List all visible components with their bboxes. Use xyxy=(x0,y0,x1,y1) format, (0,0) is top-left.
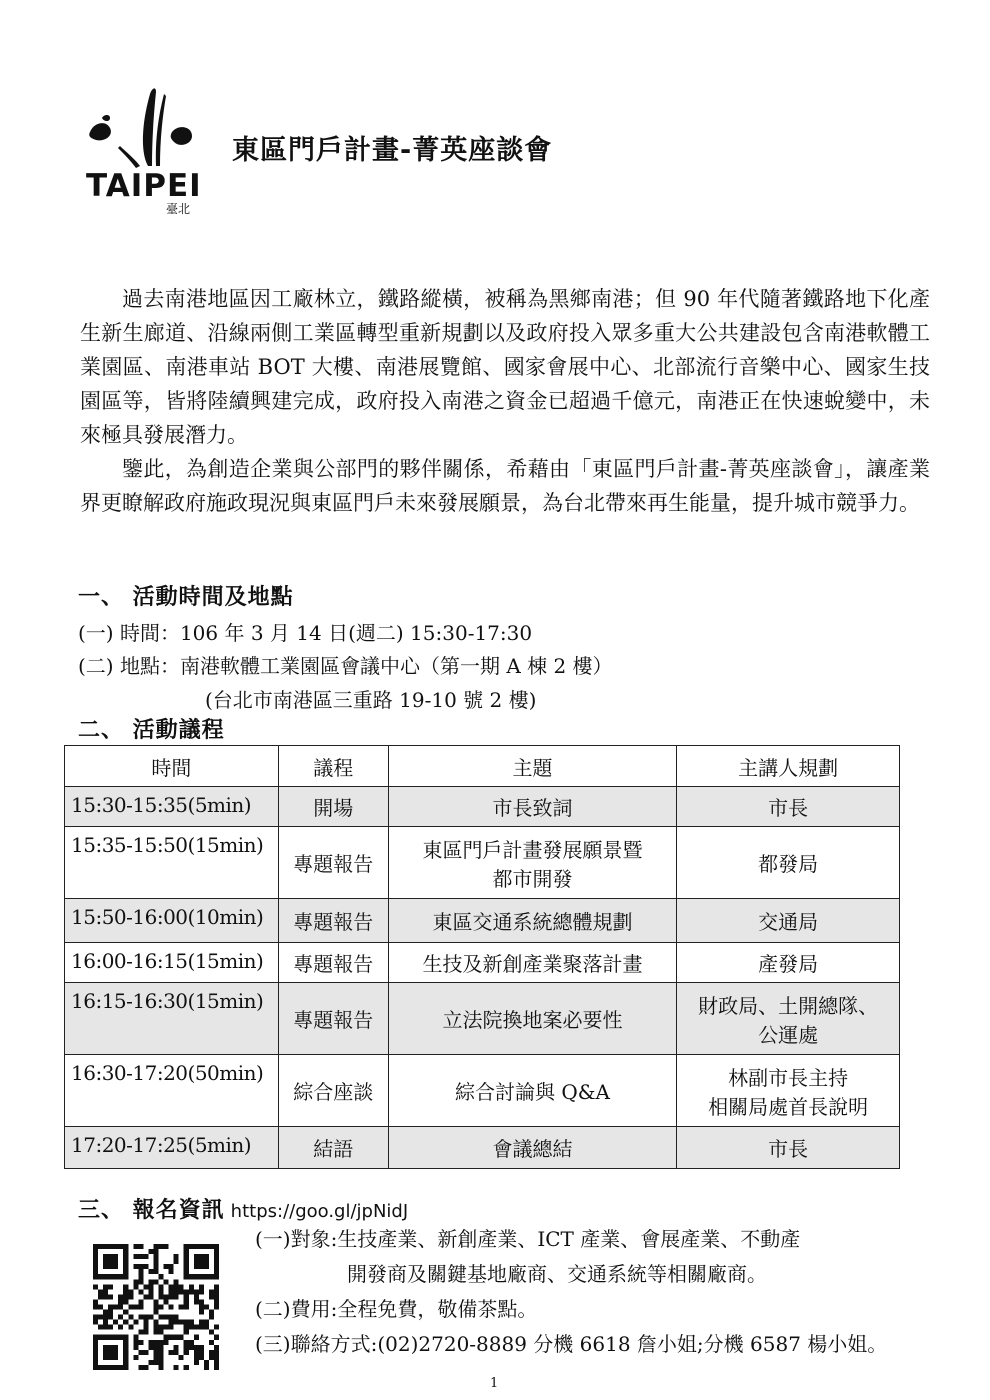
agenda-cell-agenda: 專題報告 xyxy=(278,943,388,983)
agenda-row xyxy=(65,1055,900,1127)
taipei-logo-mark-icon xyxy=(80,82,205,172)
column-header-topic: 主題 xyxy=(388,746,677,787)
event-time: (一) 時間：106 年 3 月 14 日(週二) 15:30-17:30 xyxy=(78,621,533,645)
agenda-cell-topic: 市長致詞 xyxy=(388,787,677,827)
registration-qr-code-icon xyxy=(93,1244,219,1370)
column-header-speaker: 主講人規劃 xyxy=(677,746,900,787)
section-heading-agenda: 二、 活動議程 xyxy=(78,718,225,743)
agenda-cell-speaker: 市長 xyxy=(677,787,900,827)
column-header-time: 時間 xyxy=(65,746,279,787)
agenda-cell-speaker: 都發局 xyxy=(677,827,900,899)
agenda-row xyxy=(65,943,900,983)
agenda-cell-time: 16:15-16:30(15min) xyxy=(65,983,279,1055)
page-number: 1 xyxy=(490,1376,499,1391)
intro-paragraph-2: 鑒此，為創造企業與公部門的夥伴關係，希藉由「東區門戶計畫-菁英座談會」，讓產業界更瞭解政府施政現況與東區門戶未來發展願景，為台北帶來再生能量，提升城市競爭力。 xyxy=(80,457,930,515)
agenda-cell-speaker: 交通局 xyxy=(677,899,900,943)
event-address: (台北市南港區三重路 19-10 號 2 樓) xyxy=(205,688,537,712)
taipei-logo xyxy=(80,82,205,216)
agenda-cell-time: 16:30-17:20(50min) xyxy=(65,1055,279,1127)
logo-subtext: 臺北 xyxy=(166,202,191,216)
agenda-row xyxy=(65,899,900,943)
agenda-cell-topic: 東區門戶計畫發展願景暨 都市開發 xyxy=(388,827,677,899)
agenda-cell-speaker: 市長 xyxy=(677,1127,900,1169)
agenda-cell-topic: 會議總結 xyxy=(388,1127,677,1169)
agenda-cell-time: 15:50-16:00(10min) xyxy=(65,899,279,943)
registration-heading-text: 三、 報名資訊 xyxy=(78,1198,225,1223)
agenda-cell-speaker: 產發局 xyxy=(677,943,900,983)
registration-contact: (三)聯絡方式:(02)2720-8889 分機 6618 詹小姐;分機 6587 楊小姐。 xyxy=(255,1332,888,1356)
agenda-header-row xyxy=(65,746,900,787)
logo-wordmark: TAIPEI xyxy=(86,168,202,204)
agenda-cell-agenda: 專題報告 xyxy=(278,899,388,943)
agenda-cell-agenda: 專題報告 xyxy=(278,827,388,899)
agenda-table xyxy=(64,745,900,1169)
registration-details xyxy=(255,1222,887,1362)
agenda-cell-agenda: 專題報告 xyxy=(278,983,388,1055)
registration-fee: (二)費用:全程免費，敬備茶點。 xyxy=(255,1297,538,1321)
agenda-cell-topic: 生技及新創產業聚落計畫 xyxy=(388,943,677,983)
agenda-cell-time: 17:20-17:25(5min) xyxy=(65,1127,279,1169)
section-heading-time-place: 一、 活動時間及地點 xyxy=(78,585,294,610)
column-header-agenda: 議程 xyxy=(278,746,388,787)
agenda-cell-agenda: 綜合座談 xyxy=(278,1055,388,1127)
agenda-cell-speaker: 林副市長主持 相關局處首長說明 xyxy=(677,1055,900,1127)
agenda-cell-time: 15:35-15:50(15min) xyxy=(65,827,279,899)
intro-paragraph-1: 過去南港地區因工廠林立，鐵路縱橫，被稱為黑鄉南港；但 90 年代隨著鐵路地下化產生新生廊道、沿線兩側工業區轉型重新規劃以及政府投入眾多重大公共建設包含南港軟體工業園區、南港車站 BOT 大樓、南港展覽館、國家會展中心、北部流行音樂中心、國家生技園區等，皆將陸續興建完成，政府投入南港之資金已超過千億元，南港正在快速蛻變中，未來極具發展潛力。 xyxy=(80,287,930,447)
agenda-cell-time: 16:00-16:15(15min) xyxy=(65,943,279,983)
agenda-cell-topic: 東區交通系統總體規劃 xyxy=(388,899,677,943)
agenda-cell-agenda: 開場 xyxy=(278,787,388,827)
section-heading-registration xyxy=(78,1193,408,1224)
agenda-row xyxy=(65,983,900,1055)
agenda-cell-speaker: 財政局、土開總隊、 公運處 xyxy=(677,983,900,1055)
agenda-row xyxy=(65,1127,900,1169)
agenda-row xyxy=(65,827,900,899)
intro-text xyxy=(80,282,930,520)
agenda-row xyxy=(65,787,900,827)
page-title: 東區門戶計畫-菁英座談會 xyxy=(232,135,553,166)
registration-target-cont: 開發商及關鍵基地廠商、交通系統等相關廠商。 xyxy=(347,1262,767,1286)
agenda-cell-time: 15:30-15:35(5min) xyxy=(65,787,279,827)
registration-url[interactable]: https://goo.gl/jpNidJ xyxy=(230,1201,409,1222)
agenda-cell-topic: 立法院換地案必要性 xyxy=(388,983,677,1055)
agenda-cell-agenda: 結語 xyxy=(278,1127,388,1169)
event-place: (二) 地點：南港軟體工業園區會議中心（第一期 A 棟 2 樓） xyxy=(78,654,613,678)
registration-target: (一)對象:生技產業、新創產業、ICT 產業、會展產業、不動產 xyxy=(255,1227,801,1251)
agenda-cell-topic: 綜合討論與 Q&A xyxy=(388,1055,677,1127)
